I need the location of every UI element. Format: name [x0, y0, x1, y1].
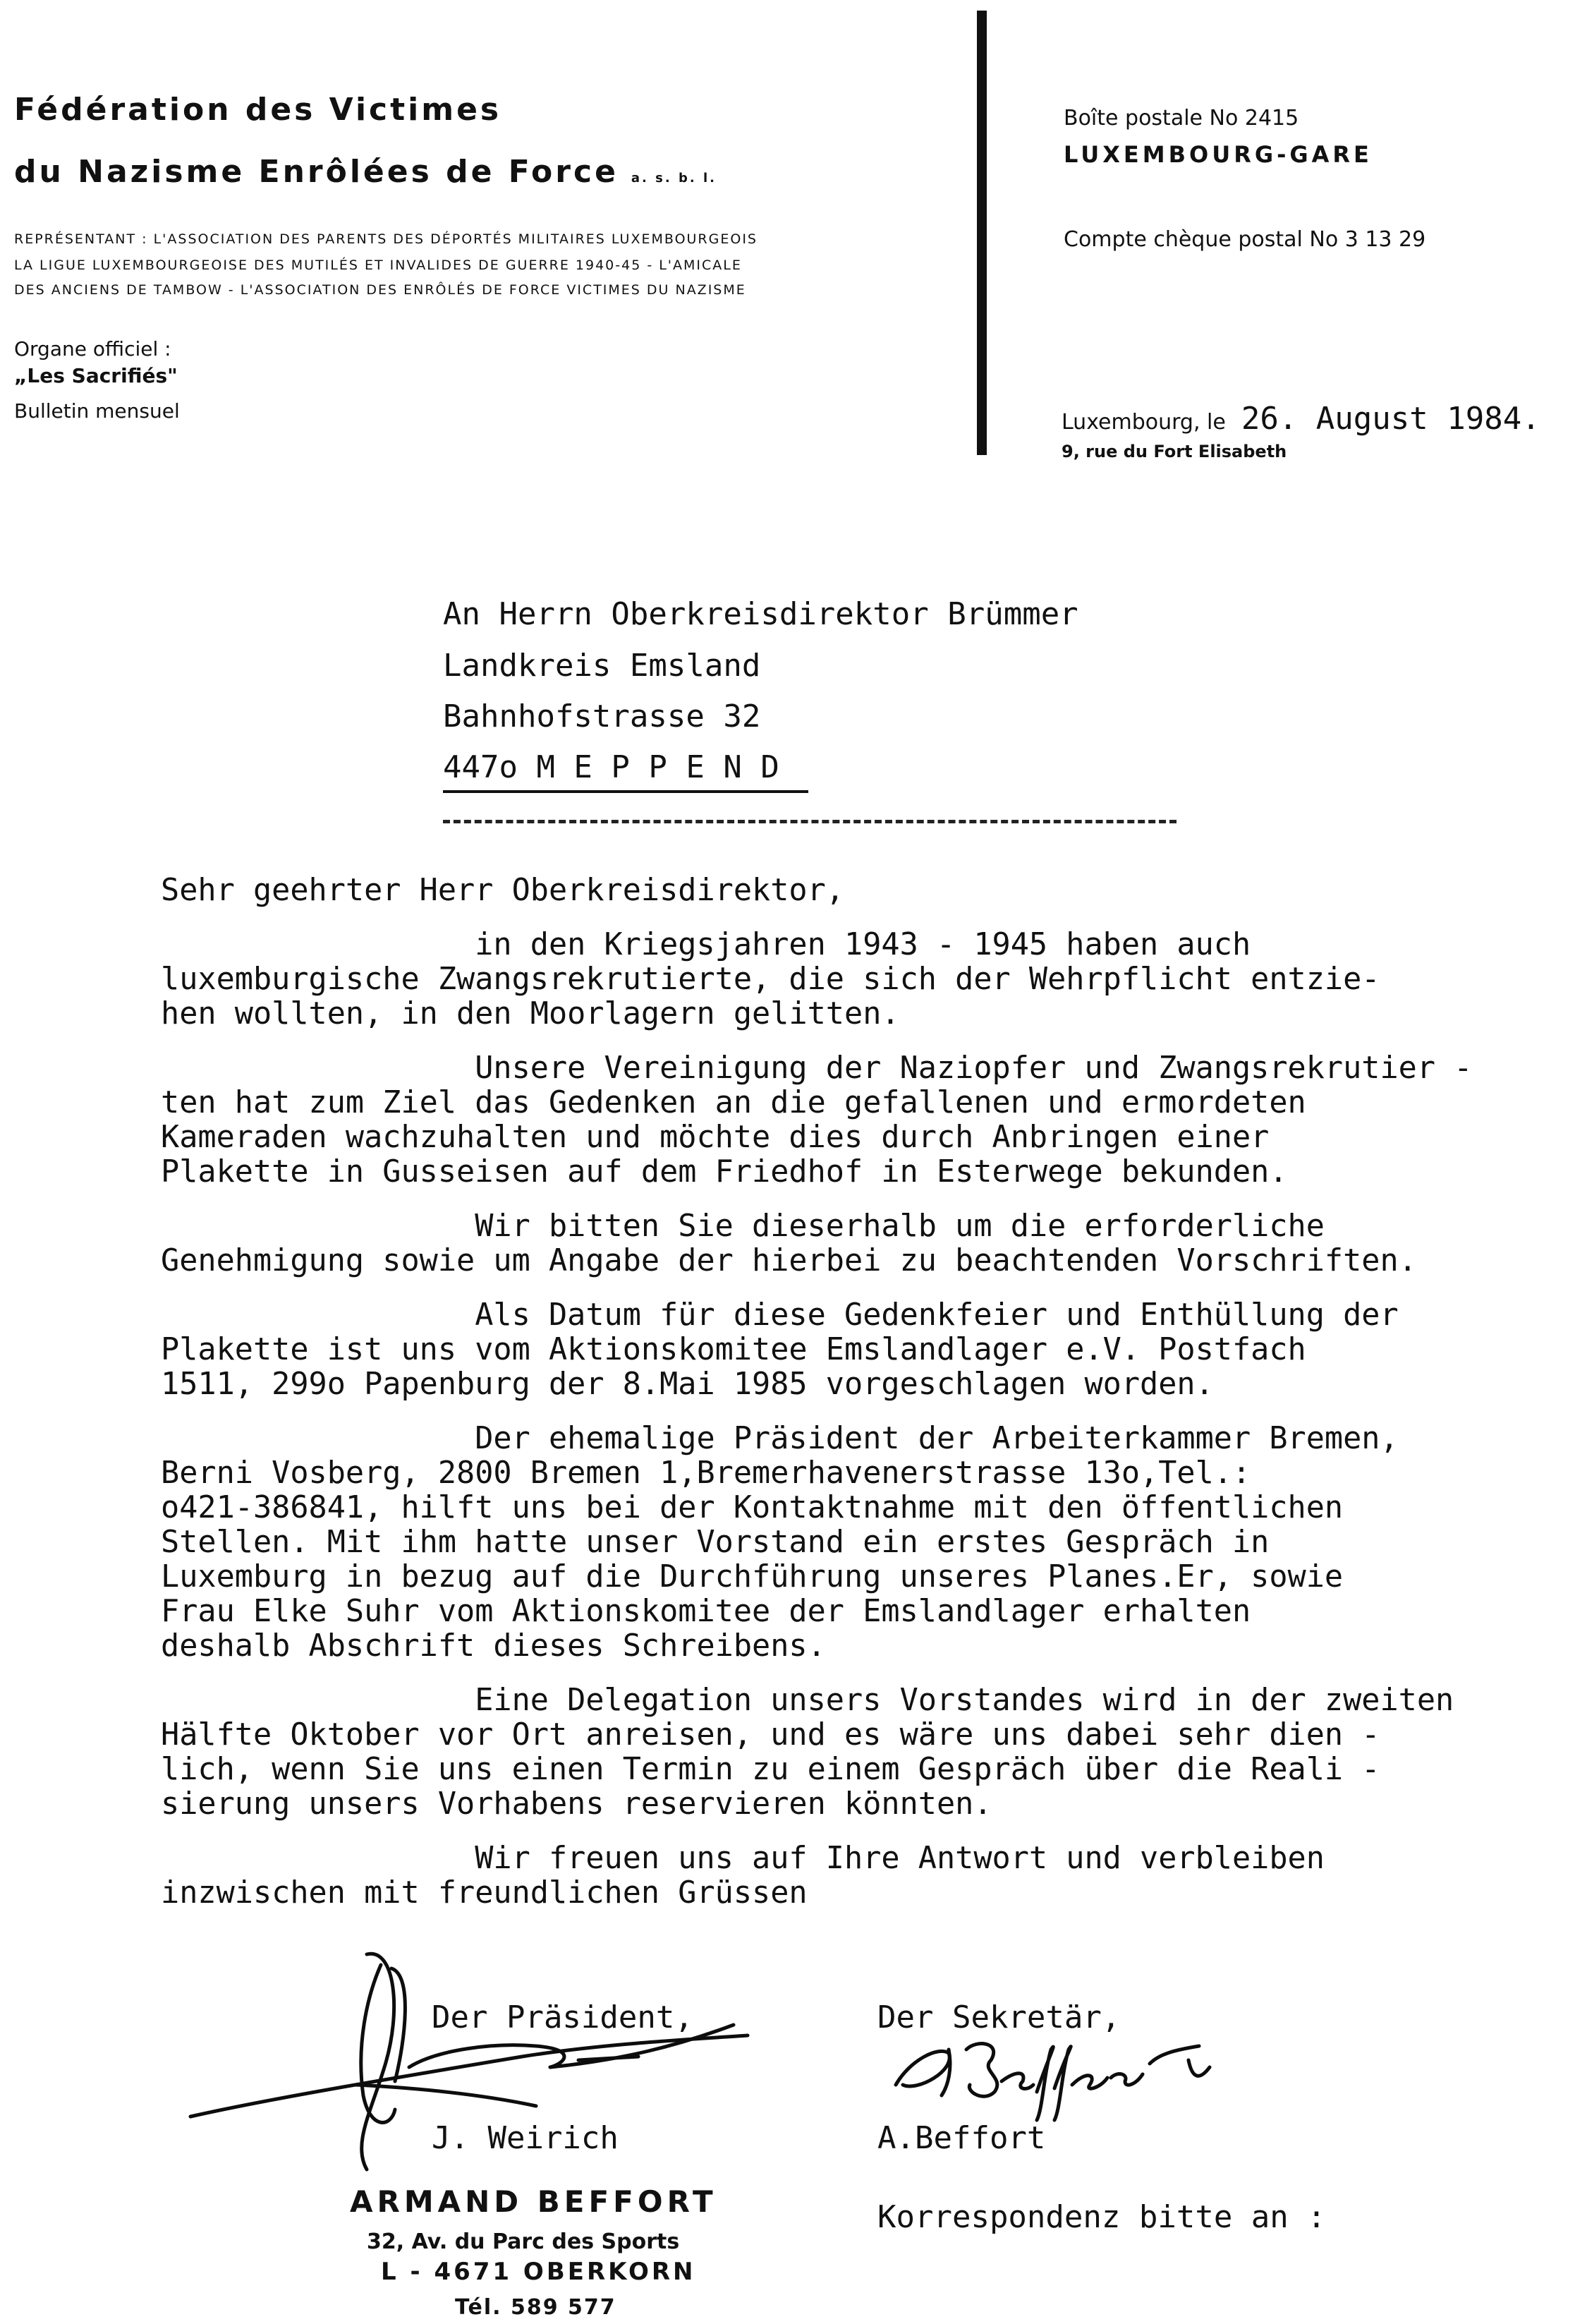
representing-line: LA LIGUE LUXEMBOURGEOISE DES MUTILÉS ET INVALIDES DE GUERRE 1940-45 - L'AMICALE [14, 258, 742, 273]
body-line: luxemburgische Zwangsrekrutierte, die sich der Wehrpflicht entzie- [161, 962, 1380, 997]
body-line: Plakette in Gusseisen auf dem Friedhof in Esterwege bekunden. [161, 1154, 1288, 1190]
recipient-line: Bahnhofstrasse 32 [443, 698, 761, 734]
body-line: o421-386841, hilft uns bei der Kontaktnahme mit den öffentlichen [161, 1490, 1344, 1525]
body-line: 1511, 299o Papenburg der 8.Mai 1985 vorgeschlagen worden. [161, 1367, 1214, 1402]
body-line: sierung unsers Vorhabens reservieren könnten. [161, 1786, 992, 1822]
organ-name: „Les Sacrifiés" [14, 364, 178, 387]
correspondence-note: Korrespondenz bitte an : [877, 2199, 1326, 2235]
sender-address: 9, rue du Fort Elisabeth [1062, 442, 1287, 461]
secretary-title: Der Sekretär, [877, 1999, 1121, 2035]
body-line: Berni Vosberg, 2800 Bremen 1,Bremerhavenerstrasse 13o,Tel.: [161, 1455, 1251, 1491]
organization-name-line2-text: du Nazisme Enrôlées de Force [14, 154, 619, 190]
president-title: Der Präsident, [432, 1999, 693, 2035]
stamp-name: ARMAND BEFFORT [350, 2184, 717, 2219]
stamp-street: 32, Av. du Parc des Sports [367, 2229, 680, 2254]
body-line: Eine Delegation unsers Vorstandes wird in der zweiten [161, 1683, 1454, 1718]
salutation: Sehr geehrter Herr Oberkreisdirektor, [161, 873, 845, 908]
body-line: inzwischen mit freundlichen Grüssen [161, 1875, 808, 1911]
legal-form: a. s. b. l. [631, 171, 717, 186]
body-line: in den Kriegsjahren 1943 - 1945 haben auch [161, 927, 1251, 962]
letter-date: 26. August 1984. [1241, 401, 1540, 437]
stamp-phone: Tél. 589 577 [455, 2295, 616, 2320]
body-line: deshalb Abschrift dieses Schreibens. [161, 1628, 826, 1664]
body-line: hen wollten, in den Moorlagern gelitten. [161, 996, 900, 1031]
body-line: Kameraden wachzuhalten und möchte dies durch Anbringen einer [161, 1120, 1270, 1155]
body-line: Frau Elke Suhr vom Aktionskomitee der Emslandlager erhalten [161, 1594, 1251, 1629]
body-line: Plakette ist uns vom Aktionskomitee Emslandlager e.V. Postfach [161, 1332, 1306, 1367]
body-line: Genehmigung sowie um Angabe der hierbei zu beachtenden Vorschriften. [161, 1243, 1417, 1278]
place-prefix: Luxembourg, le [1062, 410, 1226, 435]
secretary-name: A.Beffort [877, 2120, 1046, 2156]
body-line: Hälfte Oktober vor Ort anreisen, und es wäre uns dabei sehr dien - [161, 1717, 1380, 1753]
representing-line: REPRÉSENTANT : L'ASSOCIATION DES PARENTS DES DÉPORTÉS MILITAIRES LUXEMBOURGEOIS [14, 231, 758, 247]
organ-frequency: Bulletin mensuel [14, 399, 180, 423]
po-box: Boîte postale No 2415 [1064, 106, 1299, 131]
recipient-line: 447o M E P P E N D [443, 749, 779, 785]
body-line: Wir freuen uns auf Ihre Antwort und verbleiben [161, 1841, 1325, 1876]
organization-name-line1: Fédération des Victimes [14, 92, 502, 128]
recipient-line: Landkreis Emsland [443, 648, 761, 684]
body-line: Wir bitten Sie dieserhalb um die erforderliche [161, 1209, 1325, 1244]
recipient-line: An Herrn Oberkreisdirektor Brümmer [443, 596, 1078, 632]
body-line: Unsere Vereinigung der Naziopfer und Zwangsrekrutier - [161, 1051, 1473, 1086]
secretary-signature [896, 2044, 1210, 2120]
stamp-city: L - 4671 OBERKORN [381, 2258, 696, 2286]
po-city: LUXEMBOURG-GARE [1064, 141, 1373, 168]
body-line: Der ehemalige Präsident der Arbeiterkammer Bremen, [161, 1421, 1399, 1456]
president-name: J. Weirich [432, 2120, 619, 2156]
organ-label: Organe officiel : [14, 337, 171, 361]
body-line: Luxemburg in bezug auf die Durchführung unseres Planes.Er, sowie [161, 1559, 1344, 1594]
body-line: lich, wenn Sie uns einen Termin zu einem Gespräch über die Reali - [161, 1752, 1380, 1787]
representing-line: DES ANCIENS DE TAMBOW - L'ASSOCIATION DES ENRÔLÉS DE FORCE VICTIMES DU NAZISME [14, 282, 746, 298]
body-line: Stellen. Mit ihm hatte unser Vorstand ein erstes Gespräch in [161, 1525, 1270, 1560]
giro-account: Compte chèque postal No 3 13 29 [1064, 227, 1426, 252]
president-signature [190, 1954, 748, 2169]
body-line: ten hat zum Ziel das Gedenken an die gefallenen und ermordeten [161, 1085, 1306, 1120]
body-line: Als Datum für diese Gedenkfeier und Enthüllung der [161, 1297, 1399, 1333]
